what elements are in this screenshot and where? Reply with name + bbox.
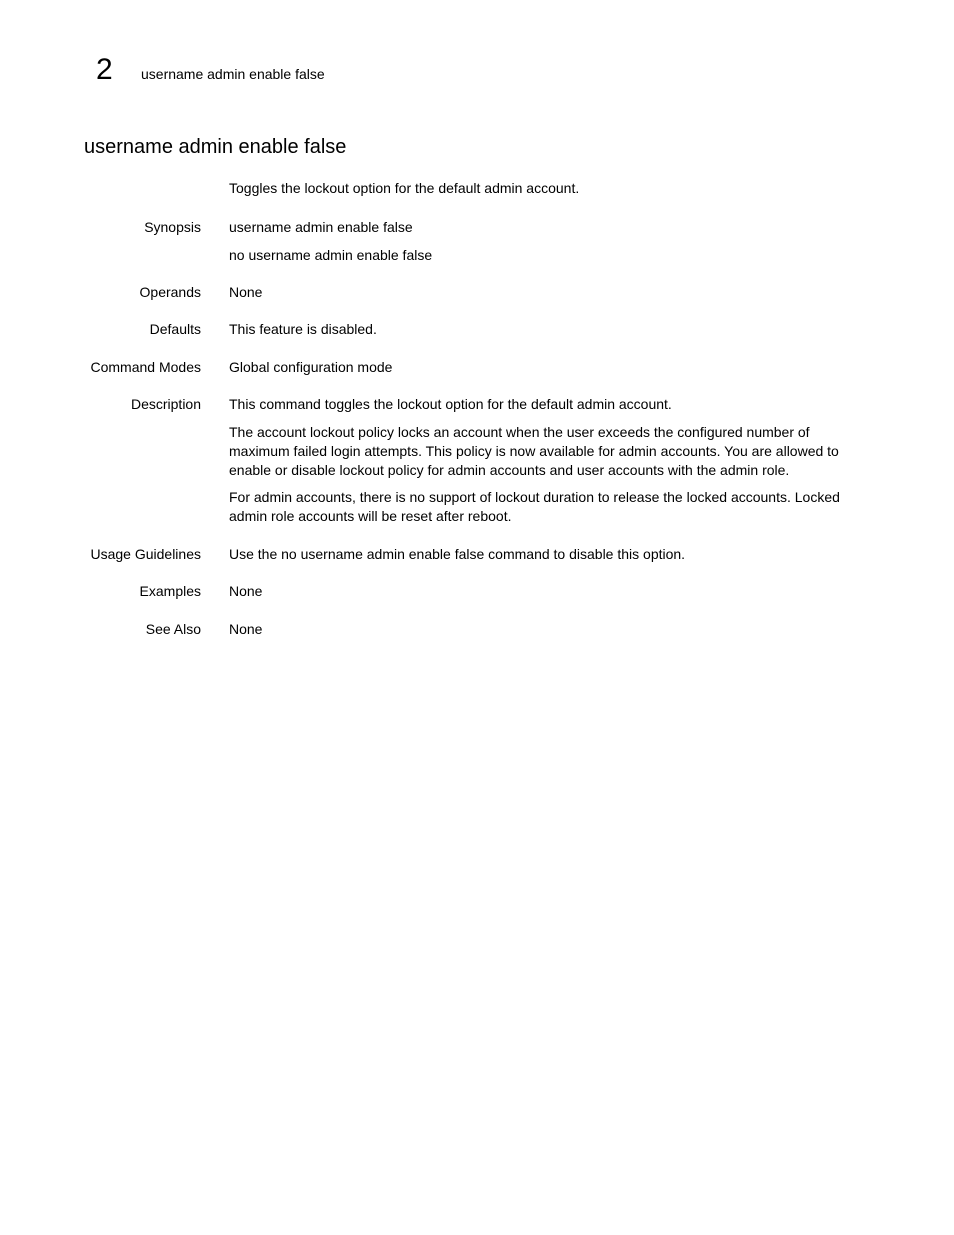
usage-guidelines-text xyxy=(229,545,874,564)
description-label: Description xyxy=(130,396,201,412)
usage-guidelines-label: Usage Guidelines xyxy=(90,546,201,562)
intro-text: Toggles the lockout option for the default admin account. xyxy=(229,180,580,196)
usage-command: no username admin enable false xyxy=(281,546,485,562)
synopsis-no-command: no username admin enable false xyxy=(229,247,433,263)
defaults-text: This feature is disabled. xyxy=(229,321,377,337)
synopsis-line-2 xyxy=(229,246,874,265)
chapter-number: 2 xyxy=(96,53,113,86)
running-header: username admin enable false xyxy=(141,66,325,82)
operands-label: Operands xyxy=(139,284,201,300)
synopsis-label: Synopsis xyxy=(144,219,201,235)
description-paragraph-2: The account lockout policy locks an account when the user exceeds the configured number of maximum failed login attempts. This policy is now available for admin accounts. You are allowed to enable or disable lockout policy for admin accounts and user accounts with the admin role. xyxy=(229,424,839,478)
page-title: username admin enable false xyxy=(84,136,347,158)
examples-label: Examples xyxy=(139,583,201,599)
synopsis-line-1 xyxy=(229,218,874,237)
examples-text: None xyxy=(229,583,263,599)
operands-text: None xyxy=(229,284,263,300)
usage-prefix: Use the xyxy=(229,546,278,562)
defaults-label: Defaults xyxy=(149,321,201,337)
command-modes-text: Global configuration mode xyxy=(229,359,393,375)
see-also-label: See Also xyxy=(145,621,201,637)
description-paragraph-1: This command toggles the lockout option for the default admin account. xyxy=(229,396,672,412)
usage-suffix: command to disable this option. xyxy=(488,546,686,562)
see-also-text: None xyxy=(229,621,263,637)
synopsis-command: username admin enable false xyxy=(229,219,413,235)
description-paragraph-3: For admin accounts, there is no support of lockout duration to release the locked accounts. Locked admin role accounts will be reset after reboot. xyxy=(229,489,840,524)
command-modes-label: Command Modes xyxy=(90,359,201,375)
